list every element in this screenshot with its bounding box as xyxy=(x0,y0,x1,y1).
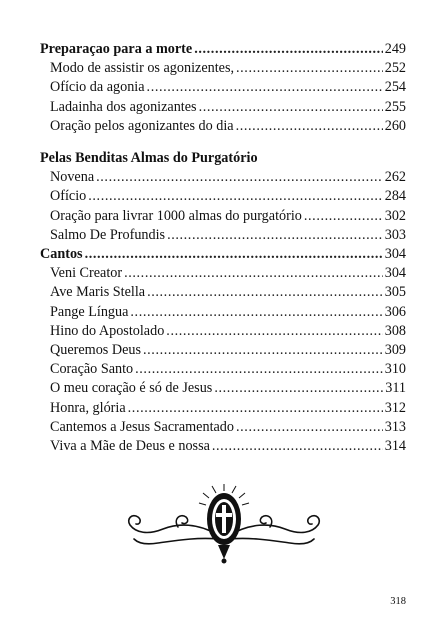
page-reference: 304 xyxy=(384,265,406,282)
dot-leader xyxy=(236,59,383,77)
toc-entry-line xyxy=(50,98,406,116)
toc-entry xyxy=(0,168,448,186)
page-reference: 305 xyxy=(384,284,406,301)
toc-entry xyxy=(0,187,448,205)
dot-leader xyxy=(143,341,383,359)
toc-entry-line xyxy=(50,59,406,77)
entry-title: Ladainha dos agonizantes xyxy=(50,98,197,115)
entry-title: Veni Creator xyxy=(50,265,123,282)
entry-title: Coração Santo xyxy=(50,361,134,378)
dot-leader xyxy=(194,40,383,58)
dot-leader xyxy=(214,379,383,397)
entry-title: Queremos Deus xyxy=(50,342,142,358)
page-reference: 303 xyxy=(384,226,406,243)
entry-title: Ave Maris Stella xyxy=(50,284,146,301)
toc-entry xyxy=(0,418,448,436)
dot-leader xyxy=(166,322,382,340)
toc-entry-line xyxy=(50,418,406,436)
toc-entry-line xyxy=(50,303,406,321)
entry-title: Cantemos a Jesus Sacramentado xyxy=(50,418,234,435)
toc-entry xyxy=(0,264,448,282)
dot-leader xyxy=(212,437,383,455)
page-reference: 308 xyxy=(384,322,406,339)
toc-entry-line xyxy=(50,78,406,96)
entry-title: Modo de assistir os agonizentes, xyxy=(50,60,235,77)
page-reference: 255 xyxy=(384,98,406,115)
toc-entry-line xyxy=(50,207,406,225)
toc-entry-line xyxy=(50,226,406,244)
entry-title: Ofício da agonia xyxy=(50,79,145,96)
toc-entry xyxy=(0,341,448,359)
toc-entry-line xyxy=(50,360,406,378)
dot-leader xyxy=(199,98,383,116)
entry-title: Oração para livrar 1000 almas do purgatório xyxy=(50,207,302,224)
dot-leader xyxy=(167,226,383,244)
dot-leader xyxy=(236,117,383,135)
entry-title: Salmo De Profundis xyxy=(50,226,166,243)
toc-entry xyxy=(0,322,448,340)
toc-entry-line xyxy=(50,283,406,301)
toc-entry xyxy=(0,117,448,135)
entry-title: Oração pelos agonizantes do dia xyxy=(50,117,234,134)
page-reference: 254 xyxy=(384,79,406,96)
toc-entry xyxy=(0,207,448,225)
toc-entry xyxy=(0,283,448,301)
dot-leader xyxy=(236,418,383,436)
entry-title: Viva a Mãe de Deus e nossa xyxy=(50,438,210,454)
toc-entry xyxy=(0,303,448,321)
toc-entry-line xyxy=(50,399,406,417)
page-reference: 314 xyxy=(384,438,406,454)
page-number: 318 xyxy=(390,596,406,607)
toc-entry xyxy=(0,78,448,96)
section-heading xyxy=(0,245,448,263)
toc-entry-line xyxy=(50,437,406,455)
page-reference: 304 xyxy=(384,246,406,262)
toc-entry-line xyxy=(50,187,406,205)
toc-entry xyxy=(0,379,448,397)
dot-leader xyxy=(130,303,382,321)
entry-title: Hino do Apostolado xyxy=(50,322,165,339)
dot-leader xyxy=(88,187,382,205)
page-reference: 260 xyxy=(384,117,406,134)
toc-entry-line xyxy=(50,168,406,186)
toc-entry xyxy=(0,437,448,455)
toc-entry-line xyxy=(50,117,406,135)
toc-entry xyxy=(0,360,448,378)
page-reference: 310 xyxy=(384,361,406,378)
toc-entry-line xyxy=(50,264,406,282)
page-reference: 249 xyxy=(384,41,406,57)
toc-entry xyxy=(0,59,448,77)
toc-entry xyxy=(0,98,448,116)
dot-leader xyxy=(128,399,383,417)
toc-entry-line xyxy=(40,149,258,167)
page-reference: 252 xyxy=(384,60,406,77)
dot-leader xyxy=(147,283,383,301)
entry-title: Novena xyxy=(50,169,95,186)
dot-leader xyxy=(304,207,383,225)
dot-leader xyxy=(147,78,383,96)
section-title: Cantos xyxy=(40,246,83,262)
toc-entry xyxy=(0,399,448,417)
entry-title: Pange Língua xyxy=(50,303,129,320)
page-reference: 284 xyxy=(384,188,406,205)
page-reference: 313 xyxy=(384,418,406,435)
section-heading xyxy=(0,40,448,58)
toc-entry xyxy=(0,226,448,244)
dot-leader xyxy=(85,245,383,263)
page-reference: 306 xyxy=(384,303,406,320)
section-heading xyxy=(0,149,448,167)
section-title: Pelas Benditas Almas do Purgatório xyxy=(40,150,258,166)
page-reference: 262 xyxy=(384,169,406,186)
dot-leader xyxy=(124,264,383,282)
page-reference: 311 xyxy=(385,380,406,397)
cross-sunburst-ornament-icon xyxy=(118,483,330,565)
dot-leader xyxy=(135,360,383,378)
toc-entry-line xyxy=(40,245,406,263)
entry-title: O meu coração é só de Jesus xyxy=(50,380,213,397)
section-title: Preparaçao para a morte xyxy=(40,41,193,57)
page-reference: 309 xyxy=(384,342,406,358)
toc-entry-line xyxy=(50,341,406,359)
page-reference: 312 xyxy=(384,399,406,416)
page-reference: 302 xyxy=(384,207,406,224)
dot-leader xyxy=(96,168,383,186)
entry-title: Honra, glória xyxy=(50,399,126,416)
toc-entry-line xyxy=(50,379,406,397)
toc-entry-line xyxy=(50,322,406,340)
toc-entry-line xyxy=(40,40,406,58)
entry-title: Ofício xyxy=(50,188,87,205)
